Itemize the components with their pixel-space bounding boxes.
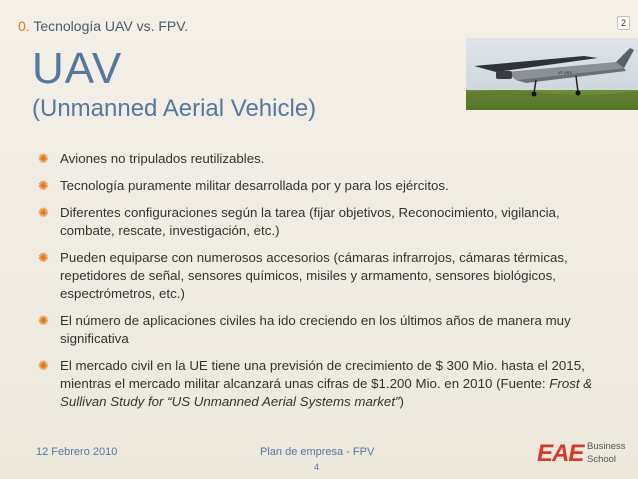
list-item	[36, 204, 616, 240]
bullet-text: El mercado civil en la UE tiene una previsión de crecimiento de $ 300 Mio. hasta el 2015, mientras el mercado militar alcanzará unas cifras de $1.200 Mio. en 2010 (Fuente:	[60, 358, 585, 391]
list-item	[36, 357, 616, 411]
bullet-text: El número de aplicaciones civiles ha ido creciendo en los últimos años de manera muy significativa	[60, 313, 571, 346]
section-number: 0.	[18, 18, 30, 34]
slide-subtitle: (Unmanned Aerial Vehicle)	[32, 95, 317, 122]
list-item	[36, 150, 616, 168]
aircraft-marking: VT.USV	[558, 70, 573, 75]
bullet-text: Aviones no tripulados reutilizables.	[60, 151, 265, 166]
bullet-source-italic: Frost & Sullivan Study for “US Unmanned Aerial Systems market”	[60, 376, 593, 409]
bullet-text-end: )	[399, 394, 404, 409]
section-title: Tecnología UAV vs. FPV.	[33, 18, 189, 34]
bullet-star-icon: ✺	[38, 178, 49, 193]
eae-business-school-logo	[537, 436, 629, 472]
bullet-star-icon: ✺	[38, 205, 49, 220]
bullet-text: Pueden equiparse con numerosos accesorios (cámaras infrarrojos, cámaras térmicas, repetidores de señal, sensores químicos, misiles y armamento, sensores biológicos, espectrómetros, etc.)	[60, 250, 568, 301]
bullet-star-icon: ✺	[38, 313, 49, 328]
slide-title: UAV	[32, 44, 123, 93]
bullet-star-icon: ✺	[38, 250, 49, 265]
bullet-star-icon: ✺	[38, 358, 49, 373]
logo-line-2: School	[587, 454, 617, 465]
bullet-list	[36, 150, 616, 420]
bullet-text: Diferentes configuraciones según la tarea (fijar objetivos, Reconocimiento, vigilancia, combate, rescate, investigación, etc.)	[60, 205, 560, 238]
logo-brand: EAE	[537, 440, 584, 467]
list-item	[36, 177, 616, 195]
page-number: 4	[314, 462, 320, 472]
footer-date: 12 Febrero 2010	[36, 446, 118, 458]
footer-title: Plan de empresa - FPV	[260, 446, 375, 458]
list-item	[36, 249, 616, 303]
uav-aircraft-image	[466, 38, 638, 110]
bullet-text: Tecnología puramente militar desarrollada por y para los ejércitos.	[60, 178, 449, 193]
list-item	[36, 312, 616, 348]
logo-line-1: Business	[587, 441, 626, 452]
section-tag	[18, 18, 188, 34]
corner-slide-number: 2	[617, 16, 630, 30]
bullet-star-icon: ✺	[38, 151, 49, 166]
